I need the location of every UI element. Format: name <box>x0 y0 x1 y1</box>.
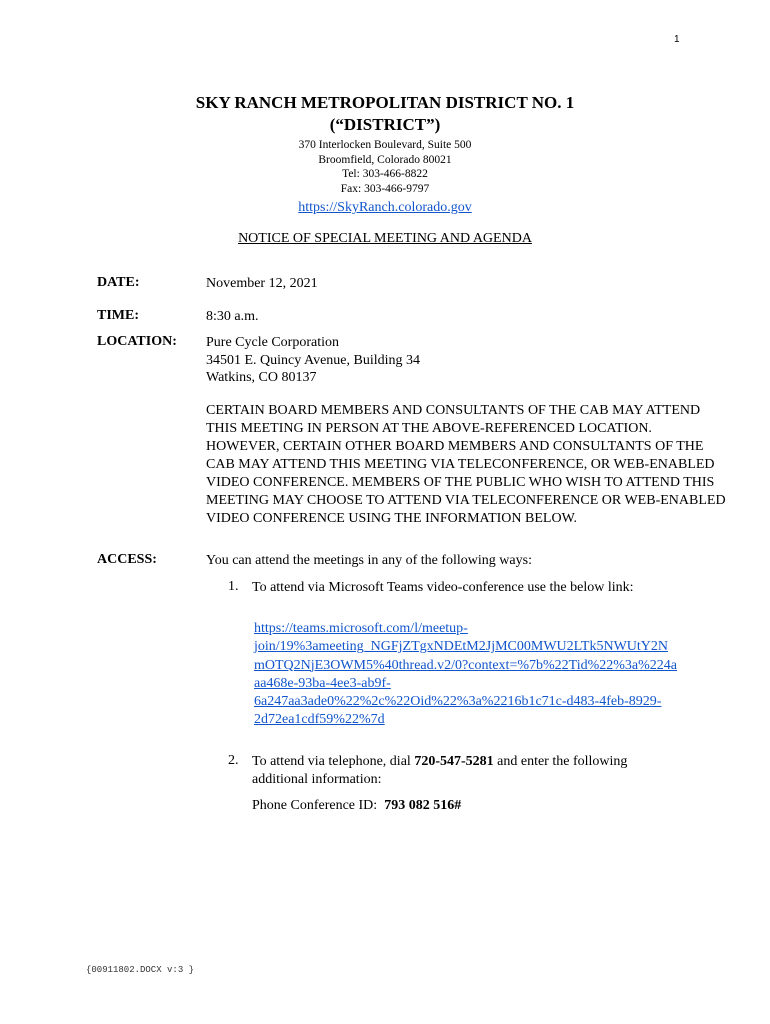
address-line2: Broomfield, Colorado 80021 <box>318 153 452 166</box>
letterhead <box>0 92 770 217</box>
phone-conference-id <box>252 797 461 815</box>
teams-meeting-link[interactable] <box>254 620 724 730</box>
teams-link-line[interactable]: mOTQ2NjE3OWM5%40thread.v2/0?context=%7b%22Tid%22%3a%224a <box>254 657 678 673</box>
item1-text: To attend via Microsoft Teams video-conference use the below link: <box>252 580 634 595</box>
teams-link-line[interactable]: 6a247aa3ade0%22%2c%22Oid%22%3a%2216b1c71c-d483-4feb-8929- <box>254 694 662 710</box>
dial-in-number: 720-547-5281 <box>414 754 494 769</box>
document-footer-code: {00911802.DOCX v:3 } <box>86 965 195 975</box>
district-website-link[interactable]: https://SkyRanch.colorado.gov <box>298 200 472 215</box>
page-number: 1 <box>674 34 680 45</box>
item1-number: 1. <box>228 579 239 594</box>
time-value: 8:30 a.m. <box>206 309 259 324</box>
teams-link-line[interactable]: aa468e-93ba-4ee3-ab9f- <box>254 675 391 691</box>
location-label: LOCATION: <box>97 334 177 349</box>
teams-link-line[interactable]: join/19%3ameeting_NGFjZTgxNDEtM2JjMC00MWU2LTk5NWUtY2N <box>254 639 669 655</box>
location-line1: Pure Cycle Corporation <box>206 335 339 350</box>
item2-number: 2. <box>228 753 239 768</box>
location-line2: 34501 E. Quincy Avenue, Building 34 <box>206 352 420 368</box>
attendance-notice: CERTAIN BOARD MEMBERS AND CONSULTANTS OF THE CAB MAY ATTEND THIS MEETING IN PERSON AT THE ABOVE-REFERENCED LOCATION. HOWEVER, CERTAIN OTHER BOARD MEMBERS AND CONSULTANTS OF THE CAB MAY ATTEND THIS MEETING VIA TELECONFERENCE, OR WEB-ENABLED VIDEO CONFERENCE. MEMBERS OF THE PUBLIC WHO WISH TO ATTEND THIS MEETING MAY CHOOSE TO ATTEND VIA TELECONFERENCE OR WEB-ENABLED VIDEO CONFERENCE USING THE INFORMATION BELOW. <box>206 403 726 526</box>
item2-prefix: To attend via telephone, dial <box>252 754 415 769</box>
teams-link-line[interactable]: 2d72ea1cdf59%22%7d <box>254 712 385 728</box>
item2-suffix: and enter the following <box>493 754 628 769</box>
conference-id-value: 793 082 516# <box>384 798 462 813</box>
address-block <box>0 138 770 196</box>
address-line1: 370 Interlocken Boulevard, Suite 500 <box>298 139 472 151</box>
date-value: November 12, 2021 <box>206 276 318 291</box>
item2-line2: additional information: <box>252 771 382 787</box>
teams-link-anchor[interactable] <box>254 620 724 730</box>
location-address <box>206 334 420 387</box>
item2-text <box>252 753 627 788</box>
district-title-line1: SKY RANCH METROPOLITAN DISTRICT NO. 1 <box>195 93 575 112</box>
access-label: ACCESS: <box>97 552 157 567</box>
teams-link-line[interactable]: https://teams.microsoft.com/l/meetup- <box>254 621 468 636</box>
telephone: Tel: 303-466-8822 <box>342 168 428 180</box>
conference-id-label: Phone Conference ID: <box>252 798 385 813</box>
access-intro: You can attend the meetings in any of the following ways: <box>206 553 532 568</box>
date-label: DATE: <box>97 275 140 290</box>
fax: Fax: 303-466-9797 <box>340 182 430 195</box>
district-title-line2: (“DISTRICT”) <box>329 115 441 134</box>
time-label: TIME: <box>97 308 139 323</box>
location-line3: Watkins, CO 80137 <box>206 370 317 385</box>
notice-title: NOTICE OF SPECIAL MEETING AND AGENDA <box>238 231 532 246</box>
